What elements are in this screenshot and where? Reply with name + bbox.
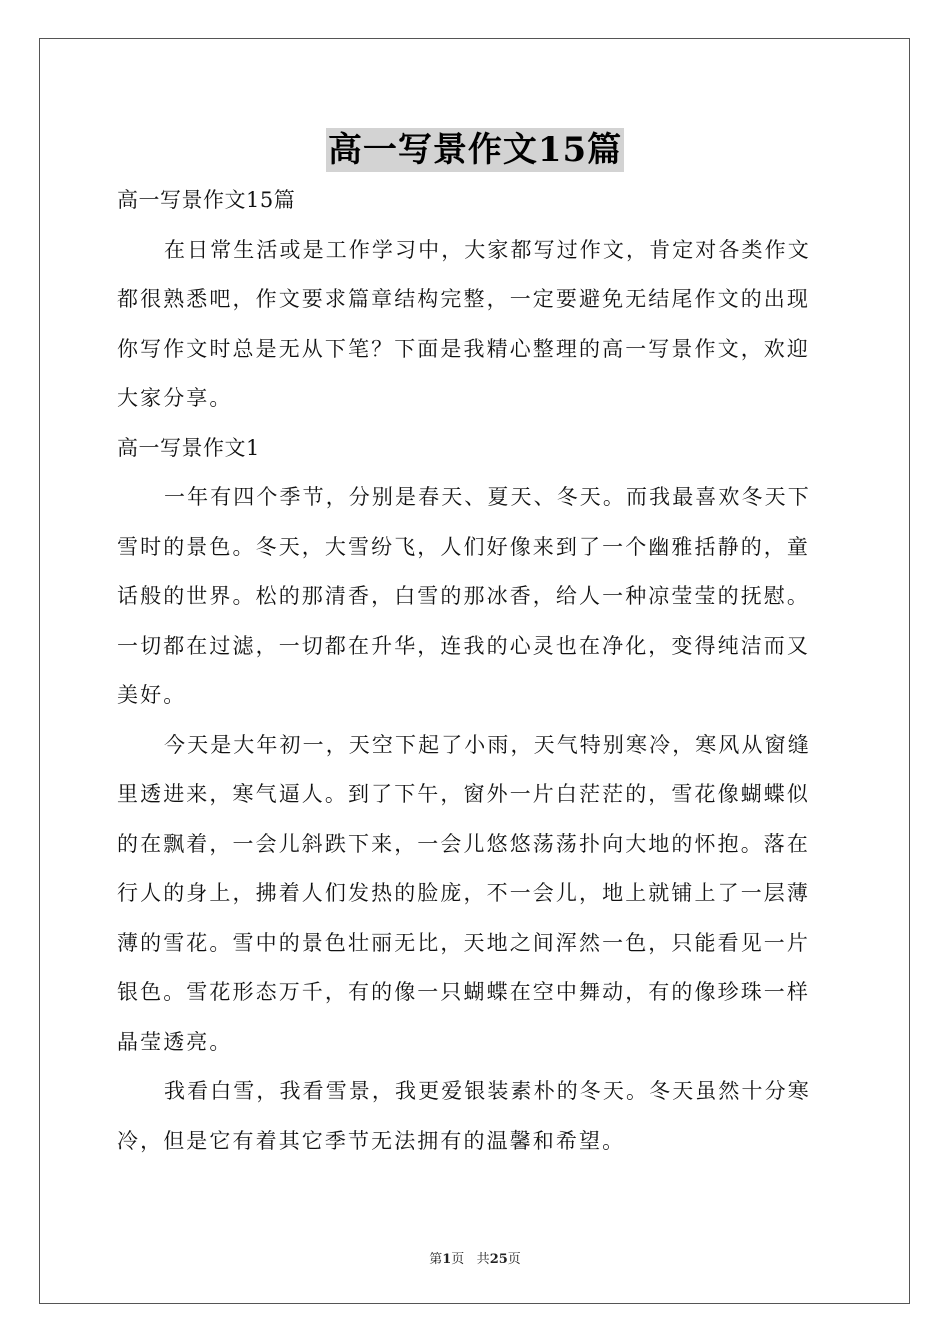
text-line: 今天是大年初一，天空下起了小雨，天气特别寒冷，寒风从窗缝 (164, 732, 811, 757)
section-heading: 高一写景作文1 (117, 435, 260, 460)
paragraph-3 (117, 1067, 833, 1166)
text-line: 一切都在过滤，一切都在升华，连我的心灵也在净化，变得纯洁而又 (117, 633, 810, 658)
text-line: 晶莹透亮。 (117, 1029, 233, 1054)
paragraph-2 (117, 721, 833, 1068)
text-line: 美好。 (117, 683, 187, 707)
text-line: 行人的身上，拂着人们发热的脸庞，不一会儿，地上就铺上了一层薄 (117, 881, 810, 905)
subtitle: 高一写景作文15篇 (117, 188, 296, 212)
text-line: 的在飘着，一会儿斜跌下来，一会儿悠悠荡荡扑向大地的怀抱。落在 (117, 831, 810, 856)
text-line: 话般的世界。松的那清香，白雪的那冰香，给人一种凉莹莹的抚慰。 (117, 584, 810, 608)
text-line: 大家分享。 (117, 386, 233, 410)
document-title: 高一写景作文15篇 (327, 130, 623, 170)
text-line: 在日常生活或是工作学习中，大家都写过作文，肯定对各类作文 (164, 237, 811, 262)
text-line: 一年有四个季节，分别是春天、夏天、冬天。而我最喜欢冬天下 (164, 485, 811, 509)
text-line: 都很熟悉吧，作文要求篇章结构完整，一定要避免无结尾作文的出现 (117, 287, 810, 311)
document-body (117, 176, 833, 1166)
page-suffix: 页 (451, 1252, 465, 1267)
total-pages: 25 (489, 1252, 508, 1267)
page-prefix: 第 (429, 1252, 443, 1267)
page-footer (0, 1248, 950, 1267)
total-suffix: 页 (507, 1252, 521, 1267)
text-line: 我看白雪，我看雪景，我更爱银装素朴的冬天。冬天虽然十分寒 (164, 1079, 811, 1103)
text-line: 里透进来，寒气逼人。到了下午，窗外一片白茫茫的，雪花像蝴蝶似 (117, 782, 810, 806)
page-number: 1 (442, 1252, 452, 1267)
text-line: 冷，但是它有着其它季节无法拥有的温馨和希望。 (117, 1128, 626, 1153)
text-line: 你写作文时总是无从下笔？下面是我精心整理的高一写景作文，欢迎 (117, 336, 810, 361)
intro-paragraph (117, 226, 833, 424)
title-container (0, 128, 950, 172)
total-prefix: 共 (476, 1252, 490, 1267)
text-line: 薄的雪花。雪中的景色壮丽无比，天地之间浑然一色，只能看见一片 (117, 930, 810, 955)
text-line: 银色。雪花形态万千，有的像一只蝴蝶在空中舞动，有的像珍珠一样 (117, 980, 810, 1004)
text-line: 雪时的景色。冬天，大雪纷飞，人们好像来到了一个幽雅括静的，童 (117, 534, 810, 559)
paragraph-1 (117, 473, 833, 721)
